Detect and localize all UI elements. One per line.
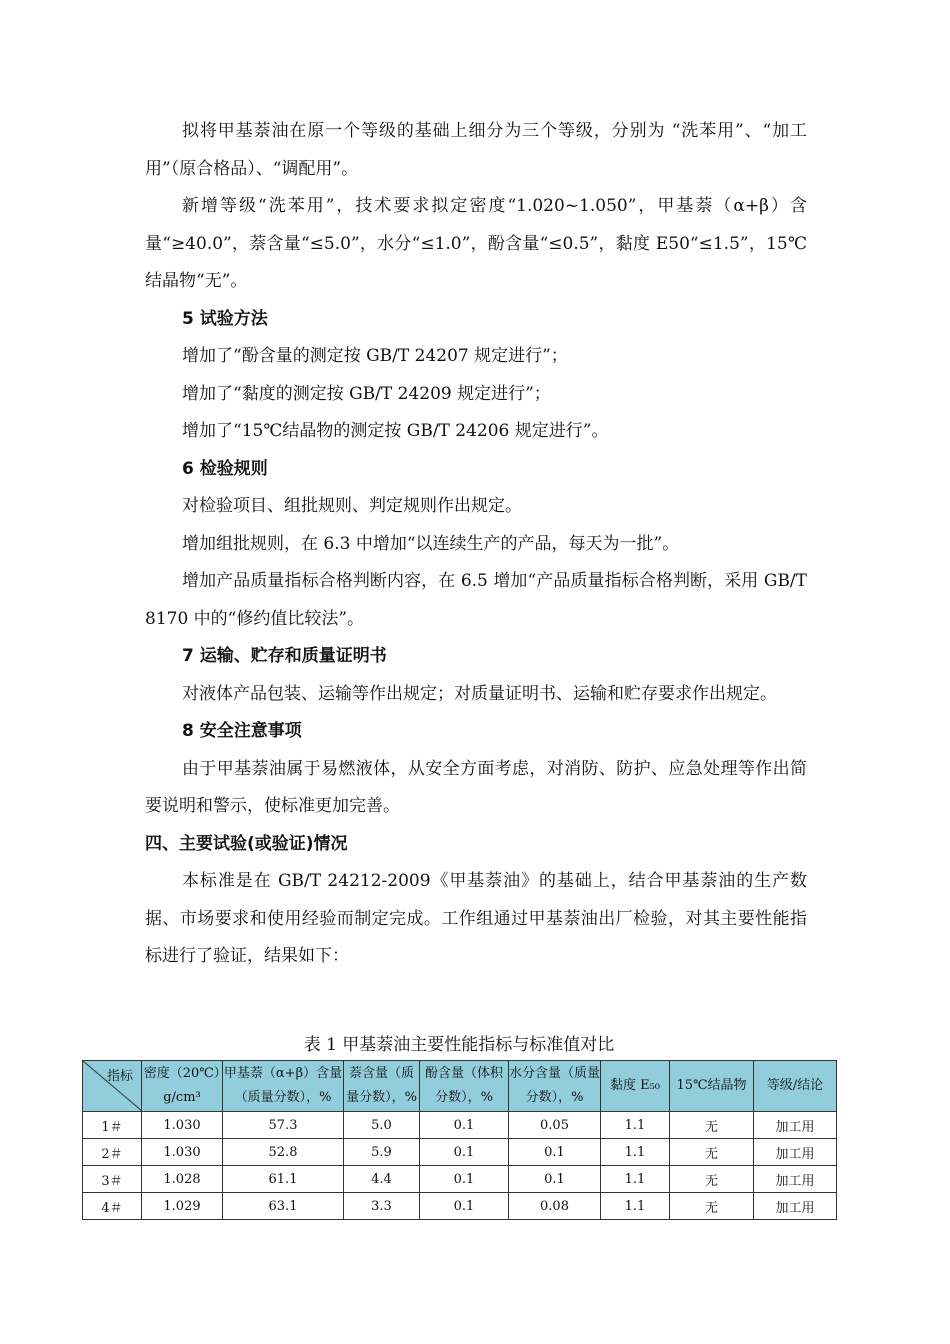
column-header: 水分含量（质量分数），% [509, 1061, 601, 1112]
table-cell: 1.1 [601, 1112, 670, 1139]
table-row [83, 1139, 837, 1166]
column-header: 等级/结论 [754, 1061, 837, 1112]
paragraph: 增加了“酚含量的测定按 GB/T 24207 规定进行”； [182, 346, 568, 366]
table-cell: 1.1 [601, 1139, 670, 1166]
table-cell: 无 [670, 1112, 754, 1139]
paragraph: 增加了“15℃结晶物的测定按 GB/T 24206 规定进行”。 [182, 421, 609, 441]
column-header: 15℃结晶物 [670, 1061, 754, 1112]
table-cell: 4.4 [344, 1166, 420, 1193]
corner-label: 指标 [106, 1069, 133, 1084]
table-cell: 加工用 [754, 1166, 837, 1193]
table-cell: 0.1 [420, 1139, 509, 1166]
corner-header [83, 1061, 142, 1112]
table-cell: 0.1 [420, 1193, 509, 1220]
table-cell: 0.05 [509, 1112, 601, 1139]
column-header: 密度（20℃）g/cm³ [142, 1061, 223, 1112]
table-cell: 3＃ [83, 1166, 142, 1193]
paragraph: 对液体产品包装、运输等作出规定；对质量证明书、运输和贮存要求作出规定。 [182, 683, 777, 704]
column-header: 酚含量（体积分数），% [420, 1061, 509, 1112]
section-heading: 8 安全注意事项 [182, 721, 302, 741]
paragraph: 对检验项目、组批规则、判定规则作出规定。 [182, 496, 522, 516]
paragraph: 本标准是在 GB/T 24212-2009《甲基萘油》的基础上，结合甲基萘油的生产数据、市场要求和使用经验而制定完成。工作组通过甲基萘油出厂检验，对其主要性能指标进行了验证，结果如下： [145, 871, 807, 966]
column-header: 萘含量（质量分数），% [344, 1061, 420, 1112]
chapter-heading: 四、主要试验(或验证)情况 [145, 833, 348, 854]
table-cell: 5.9 [344, 1139, 420, 1166]
table-cell: 无 [670, 1166, 754, 1193]
table-cell: 4＃ [83, 1193, 142, 1220]
table-header-row [83, 1061, 837, 1112]
paragraph: 新增等级“洗苯用”，技术要求拟定密度“1.020~1.050”，甲基萘（α+β）含量“≥40.0”，萘含量“≤5.0”，水分“≤1.0”，酚含量“≤0.5”，黏度 E50“≤1.5”，15℃结晶物“无”。 [145, 196, 807, 291]
table-row [83, 1193, 837, 1220]
table-cell: 1.029 [142, 1193, 223, 1220]
table-cell: 1.030 [142, 1139, 223, 1166]
paragraph: 增加组批规则，在 6.3 中增加“以连续生产的产品，每天为一批”。 [182, 533, 680, 554]
table-cell: 57.3 [223, 1112, 344, 1139]
table-caption: 表 1 甲基萘油主要性能指标与标准值对比 [303, 1035, 615, 1055]
paragraph: 增加产品质量指标合格判断内容，在 6.5 增加“产品质量指标合格判断，采用 GB/T 8170 中的“修约值比较法”。 [145, 571, 807, 629]
section-heading: 5 试验方法 [182, 308, 268, 329]
table-cell: 5.0 [344, 1112, 420, 1139]
paragraph: 拟将甲基萘油在原一个等级的基础上细分为三个等级，分别为 “洗苯用”、“加工用”（原合格品）、“调配用”。 [145, 121, 807, 179]
table-cell: 0.1 [509, 1166, 601, 1193]
paragraph: 由于甲基萘油属于易燃液体，从安全方面考虑，对消防、防护、应急处理等作出简要说明和警示，使标准更加完善。 [145, 758, 807, 816]
table-cell: 1＃ [83, 1112, 142, 1139]
table-cell: 1.030 [142, 1112, 223, 1139]
table-cell: 63.1 [223, 1193, 344, 1220]
table-cell: 无 [670, 1139, 754, 1166]
table-cell: 2＃ [83, 1139, 142, 1166]
paragraph: 增加了“黏度的测定按 GB/T 24209 规定进行”； [182, 383, 551, 404]
table-cell: 加工用 [754, 1139, 837, 1166]
document-body [145, 113, 807, 976]
section-heading: 6 检验规则 [182, 458, 268, 479]
table-cell: 1.1 [601, 1166, 670, 1193]
table-cell: 61.1 [223, 1166, 344, 1193]
table-cell: 0.1 [509, 1139, 601, 1166]
column-header: 甲基萘（α+β）含量（质量分数），% [223, 1061, 344, 1112]
section-heading: 7 运输、贮存和质量证明书 [182, 646, 387, 666]
column-header: 黏度 E₅₀ [601, 1061, 670, 1112]
table-cell: 0.1 [420, 1166, 509, 1193]
table-cell: 加工用 [754, 1112, 837, 1139]
table-cell: 3.3 [344, 1193, 420, 1220]
table-cell: 1.028 [142, 1166, 223, 1193]
table-row [83, 1112, 837, 1139]
table-cell: 加工用 [754, 1193, 837, 1220]
table-cell: 0.08 [509, 1193, 601, 1220]
table-cell: 0.1 [420, 1112, 509, 1139]
table-cell: 无 [670, 1193, 754, 1220]
table-row [83, 1166, 837, 1193]
comparison-table [82, 1060, 837, 1220]
table-cell: 52.8 [223, 1139, 344, 1166]
table-cell: 1.1 [601, 1193, 670, 1220]
